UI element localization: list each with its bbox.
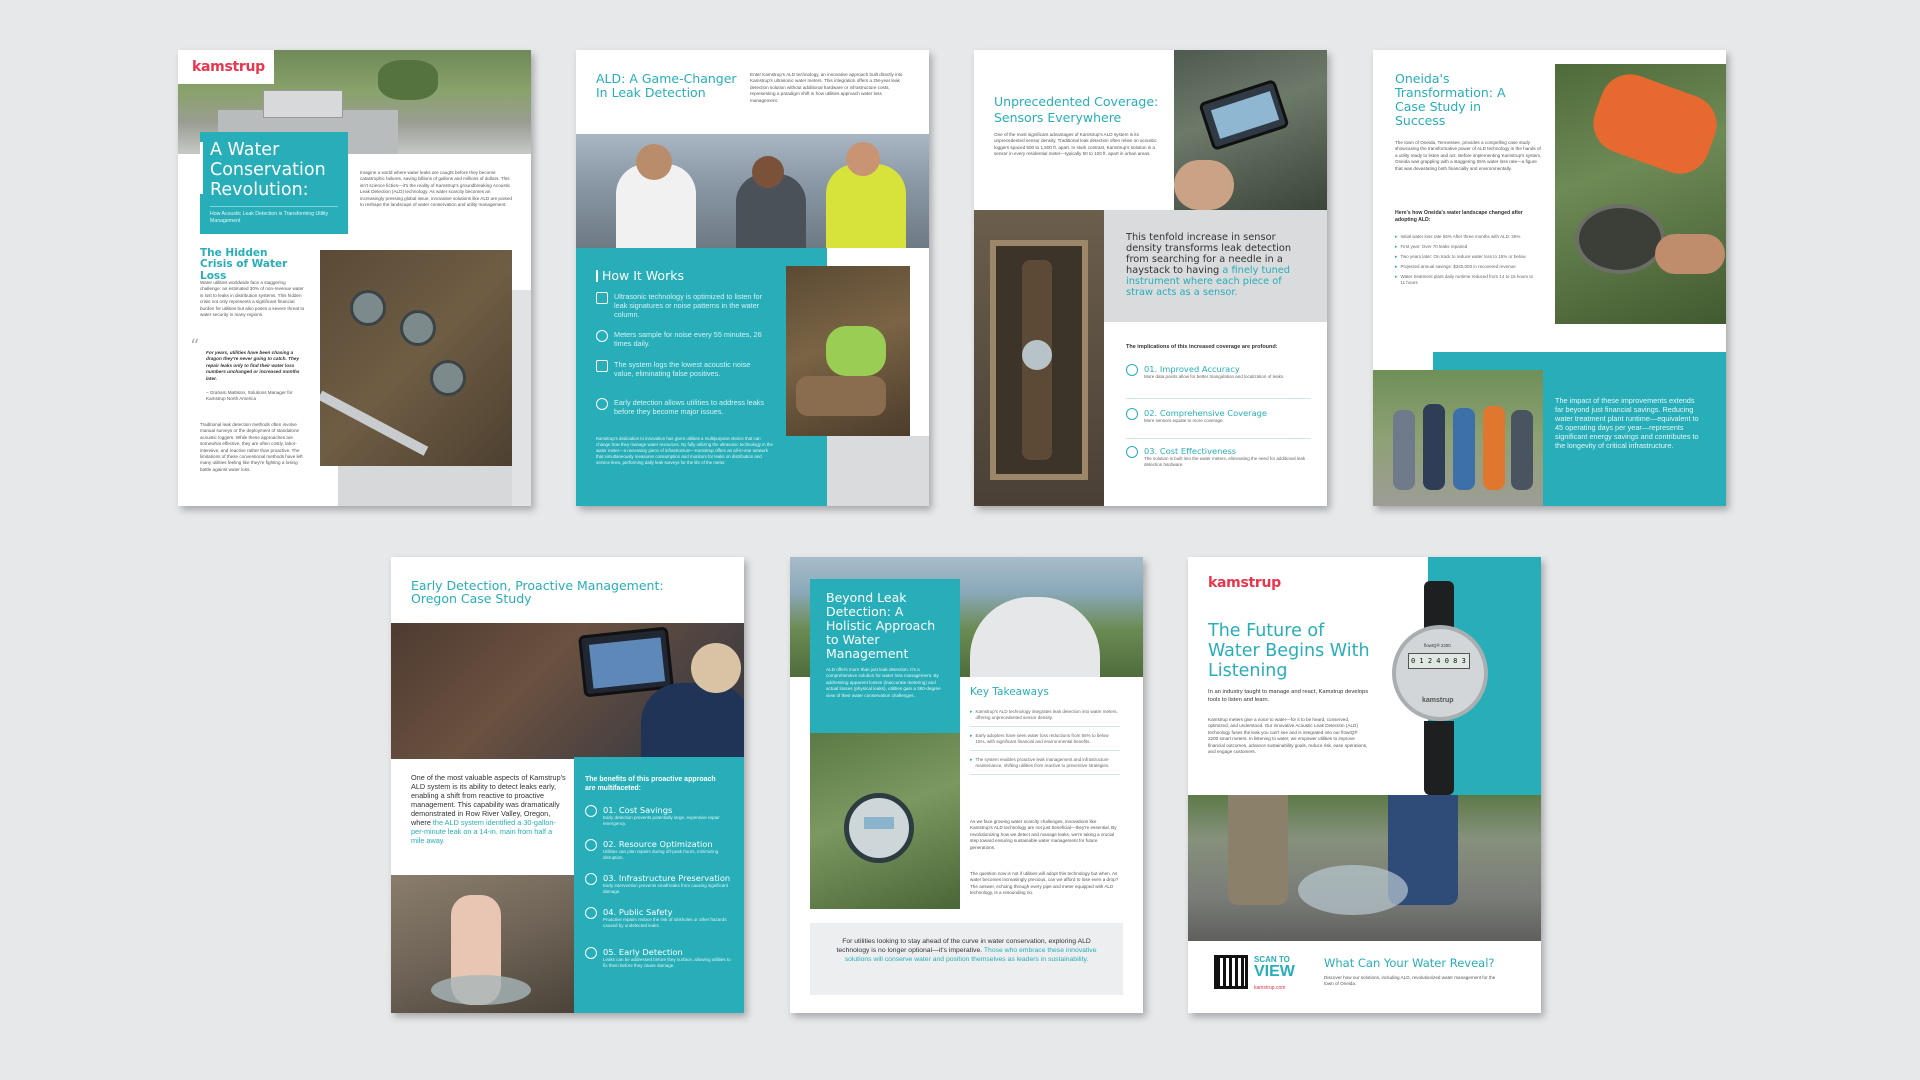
page3-meter-box-photo	[974, 210, 1104, 506]
page1-closing: Traditional leak detection methods often involve manual surveys or the deployment of standalone acoustic loggers. While these approaches are somewhat effective, they are often costly, labor-intensive, and reactive rather than proactive. The limitations of these conventional methods have left many utilities feeling like they're fighting a losing battle against water loss.	[200, 422, 303, 472]
brochure-page-5	[391, 557, 744, 1013]
page6-body3: The question now is not if utilities will adopt this technology but when. As water becomes increasingly precious, can we afford to lose even a drop? The answer, echoing through every pipe and meter equipped with ALD technology, is a resounding no.	[970, 871, 1119, 896]
page1-crisis-heading: The Hidden Crisis of Water Loss	[200, 247, 288, 282]
target-icon	[1126, 364, 1138, 376]
page3-item-3: 03. Cost Effectiveness The solution is built into the water meters, eliminating the need for additional leak detection hardware.	[1126, 446, 1311, 468]
page3-phone-photo	[1174, 50, 1327, 210]
page5-item-5: 05. Early Detection Leaks can be addressed before they surface, allowing utilities to fix them before they cause damage.	[585, 947, 735, 969]
brochure-page-1	[178, 50, 531, 506]
page4-list	[1395, 234, 1535, 286]
clock-icon	[596, 330, 608, 342]
page3-implications: The implications of this increased coverage are profound:	[1126, 344, 1278, 350]
page6-meter-photo	[810, 733, 960, 909]
page1-title-box	[200, 132, 348, 234]
page2-item-4: Early detection allows utilities to address leaks before they become major issues.	[596, 398, 766, 416]
page6-takeaway-1: ▸ Kamstrup's ALD technology integrates leak detection into water meters, offering unprecedented sensor density.	[970, 709, 1120, 727]
page2-ground-photo	[786, 266, 910, 436]
page3-item-1: 01. Improved Accuracy More data points allow for better triangulation and localization of leaks.	[1126, 364, 1311, 380]
page4-list-item-5: ▸ Water treatment plant daily runtime reduced from 14 to 15 hours to 11 hours	[1395, 274, 1534, 285]
page7-cta-heading: What Can Your Water Reveal?	[1324, 956, 1495, 970]
page5-benefits-heading: The benefits of this proactive approach are multifaceted:	[585, 776, 716, 792]
savings-icon	[585, 805, 597, 817]
ultrasonic-icon	[596, 292, 608, 304]
page2-how-heading: How It Works	[602, 268, 684, 283]
page6-takeaways	[970, 709, 1120, 775]
kamstrup-logo-back: kamstrup	[1208, 575, 1281, 591]
page2-how-divider	[596, 270, 598, 282]
page7-cta-body: Discover how our solutions, including ALD, revolutionized water management for the town of Oneida.	[1324, 975, 1496, 987]
page2-intro: Enter Kamstrup's ALD technology, an innovative approach built directly into Kamstrup's ultrasonic water meters. This integration offers a 2M-year leak detection solution without additional hardware or infrastructure costs, representing a paradigm shift in how utilities approach water loss management.	[750, 72, 903, 103]
page7-body: Kamstrup meters give a voice to water—for it to be heard, conserved, optimized, and understood. Our innovative Acoustic Leak Detection (ALD) technology fuses the leak you can't see and is integrated into our flowIQ® 2200 smart meters. In listening to water, we empower utilities to improve financial outcomes, advance sustainability goals, reduce risk, ease operations, and engage customers.	[1208, 717, 1368, 755]
page4-list-item-3: ▸ Two years later: On track to reduce water loss to 15% or below	[1395, 254, 1526, 260]
page3-intro: One of the most significant advantages of Kamstrup's ALD system is its unprecedented sensor density. Traditional leak detection often relies on acoustic loggers spaced 500 to 1,500 ft. apart. In stark contrast, Kamstrup's solution is a sensor in every residential meter—typically 50 to 100 ft. apart in urban areas.	[994, 132, 1157, 157]
brochure-page-7	[1188, 557, 1541, 1013]
page1-subtitle: How Acoustic Leak Detection is Transforming Utility Management	[210, 206, 338, 225]
resource-icon	[585, 839, 597, 851]
brochure-page-2	[576, 50, 929, 506]
page4-list-item-2: ▸ First year: Over 70 leaks repaired	[1395, 244, 1468, 250]
page4-title: Oneida's Transformation: A Case Study in Success	[1395, 71, 1506, 128]
meter-device	[1386, 581, 1490, 797]
page5-tablet-photo	[391, 623, 744, 759]
scan-url[interactable]: kamstrup.com	[1254, 985, 1286, 991]
page6-takeaways-heading: Key Takeaways	[970, 686, 1049, 698]
page2-workers-photo	[576, 134, 929, 248]
page1-crisis-body: Water utilities worldwide face a staggering challenge: an estimated 30% of non-revenue water is lost to leaks in distribution systems. This hidden crisis not only represents a significant financial burden for utilities but also poses a severe threat to water security in many regions.	[200, 280, 305, 318]
page4-list-item-4: ▸ Projected annual savings: $340,000 in recovered revenue	[1395, 264, 1516, 270]
page1-meters-photo	[320, 250, 512, 466]
page7-subtitle: In an industry taught to manage and react, Kamstrup develops tools to listen and learn.	[1208, 689, 1369, 703]
page6-takeaway-3: ▸ The system enables proactive leak management and infrastructure maintenance, shifting utilities from reactive to preventive strategies.	[970, 757, 1120, 775]
page6-intro: ALD offers more than just leak detection. It's a comprehensive solution for water loss management. By addressing apparent losses (inaccurate metering) and actual losses (physical leaks), utilities gain a 360-degree view of their water conservation challenges.	[826, 667, 941, 698]
scan-label-1: SCAN TO	[1254, 955, 1290, 964]
brochure-page-3	[974, 50, 1327, 506]
signal-icon	[1126, 408, 1138, 420]
page5-body: One of the most valuable aspects of Kamstrup's ALD system is its ability to detect leaks early, enabling a shift from reactive to proactive management. This capability was dramatically demonstrated in Row River Valley, Oregon, where the ALD system identified a 30-gallon-per-minute leak on a 14-in. main from half a mile away.	[411, 773, 566, 845]
page4-closing: The impact of these improvements extends far beyond just financial savings. Reducing water treatment plant runtime—equivalent to 45 operating days per year—represents significant energy savings and contributes to the longevity of critical infrastructure.	[1555, 396, 1699, 450]
meter-display: 0 1 2 4 0 8 3	[1408, 653, 1470, 669]
page1-title: A Water Conservation Revolution:	[210, 140, 326, 200]
brochure-page-4	[1373, 50, 1726, 506]
page6-takeaway-2: ▸ Early adopters have seen water loss reductions from 55% to below 15%, with significant financial and environmental benefits.	[970, 733, 1120, 751]
brochure-page-6	[790, 557, 1143, 1013]
page5-item-4: 04. Public Safety Proactive repairs reduce the risk of sinkholes or other hazards caused by undetected leaks.	[585, 907, 735, 929]
meter-brand-label: kamstrup	[1422, 697, 1454, 704]
alert-icon	[596, 398, 608, 410]
page2-title: ALD: A Game-Changer In Leak Detection	[596, 71, 737, 100]
page6-title: Beyond Leak Detection: A Holistic Approach to Water Management	[826, 590, 936, 661]
page5-item-3: 03. Infrastructure Preservation Early intervention prevents small leaks from causing significant damage.	[585, 873, 735, 895]
page2-item-1: Ultrasonic technology is optimized to listen for leak signatures or noise patterns in the water column.	[596, 292, 766, 319]
page5-item-1: 01. Cost Savings Early detection prevents potentially large, expensive repair emergency.	[585, 805, 735, 827]
qr-code[interactable]	[1214, 955, 1248, 989]
page1-gray-accent	[338, 466, 531, 506]
kamstrup-logo: kamstrup	[178, 50, 274, 84]
page2-closing: Kamstrup's dedication to innovation has given utilities a multipurpose device that can change how they manage water resources. By fully utilizing the ultrasonic technology in the water meter—a necessary piece of infrastructure—Kamstrup offers an all-in-one network that simultaneously measures consumption and monitors for leaks on distribution and service lines, performing daily leak surveys for the life of the meter.	[596, 436, 773, 465]
page4-list-heading: Here's how Oneida's water landscape changed after adopting ALD:	[1395, 210, 1523, 223]
safety-icon	[585, 907, 597, 919]
page5-item-2: 02. Resource Optimization Utilities can plan repairs during off-peak hours, minimizing disruption.	[585, 839, 735, 861]
page4-list-item-1: ▸ Initial water loss rate 55% After three months with ALD: 26%	[1395, 234, 1521, 240]
page2-item-3: The system logs the lowest acoustic noise value, eliminating false positives.	[596, 360, 766, 378]
page4-intro: The town of Oneida, Tennessee, provides a compelling case study showcasing the transformative power of ALD technology in the hands of a utility ready to listen and act. Before implementing Kamstrup's system, Oneida was grappling with a staggering 55% water loss rate—a figure that was devastating both financially and environmentally.	[1395, 140, 1542, 171]
page3-title: Unprecedented Coverage: Sensors Everywhere	[994, 94, 1159, 125]
page7-splash-photo	[1188, 795, 1541, 941]
page1-quote-attribution: – Graham Mattison, Solutions Manager for Kamstrup North America	[206, 390, 293, 402]
page5-leak-photo	[391, 875, 574, 1013]
quote-mark-icon: “	[190, 336, 200, 357]
page6-body2: As we face growing water scarcity challenges, innovations like Kamstrup's ALD technology are not just beneficial—they're essential. By revolutionizing how we detect and manage leaks, we're taking a crucial step toward ensuring sustainable water management for future generations.	[970, 819, 1117, 850]
page5-title: Early Detection, Proactive Management: Oregon Case Study	[411, 578, 664, 606]
cost-icon	[1126, 446, 1138, 458]
page3-item-2: 02. Comprehensive Coverage More sensors equate to more coverage.	[1126, 408, 1311, 424]
meter-model-label: flowIQ® 2200	[1424, 643, 1451, 648]
search-icon	[585, 947, 597, 959]
page3-callout: This tenfold increase in sensor density transforms leak detection from searching for a needle in a haystack to having a finely tuned instrument where each piece of straw acts as a sensor.	[1126, 232, 1292, 298]
page4-worker-photo	[1555, 64, 1726, 324]
log-icon	[596, 360, 608, 372]
page2-item-2: Meters sample for noise every 55 minutes, 26 times daily.	[596, 330, 766, 348]
infrastructure-icon	[585, 873, 597, 885]
page7-title: The Future of Water Begins With Listening	[1208, 621, 1370, 681]
page6-footer-box: For utilities looking to stay ahead of the curve in water conservation, exploring ALD technology is no longer optional—it's imperative. Those who embrace these innovative solutions will conserve water and position themselves as leaders in sustainability.	[810, 923, 1123, 995]
page4-team-photo	[1373, 370, 1543, 506]
page1-quote: For years, utilities have been chasing a dragon they're never going to catch. They repair leaks only to find their water loss numbers unchanged or increased months later.	[206, 350, 300, 381]
scan-label-2: VIEW	[1254, 963, 1295, 980]
page1-intro: Imagine a world where water leaks are caught before they become catastrophic failures, saving billions of gallons and millions of dollars. This isn't science fiction—it's the reality of Kamstrup's groundbreaking Acoustic Leak Detection (ALD) technology. As water scarcity becomes an increasingly pressing global issue, innovative solutions like ALD are poised to reshape the landscape of water conservation and utility management.	[360, 170, 512, 208]
